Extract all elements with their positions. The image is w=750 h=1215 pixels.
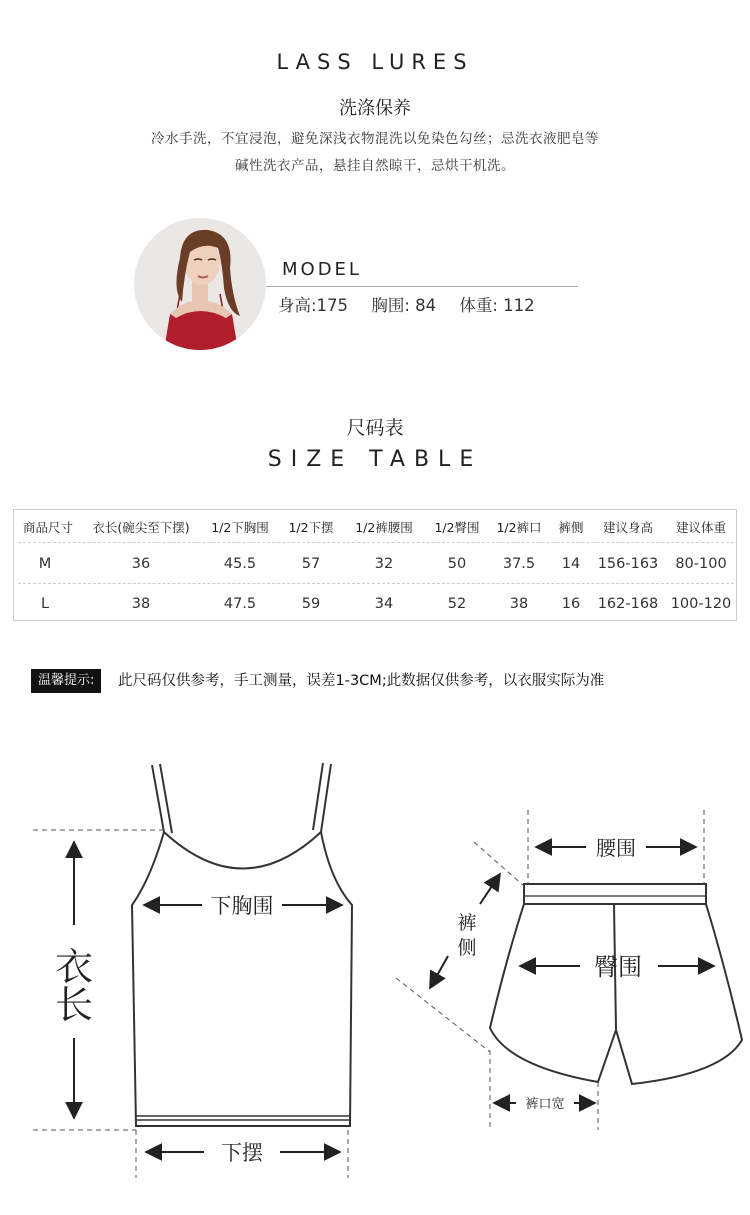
table-cell: 14 <box>561 556 581 572</box>
label-hem: 下摆 <box>221 1141 263 1165</box>
table-header-cell: 衣长(碗尖至下摆) <box>92 520 190 535</box>
table-cell: 50 <box>447 556 467 572</box>
table-cell: 45.5 <box>223 556 257 572</box>
table-row <box>14 586 738 622</box>
table-header-row <box>14 510 738 546</box>
label-length-1: 衣 <box>54 945 94 989</box>
size-table-title-cn: 尺码表 <box>346 417 404 439</box>
label-hip: 臀围 <box>594 953 642 981</box>
care-line-1: 冷水手洗，不宜浸泡，避免深浅衣物混洗以免染色勾丝；忌洗衣液肥皂等 <box>151 131 599 147</box>
table-cell: 57 <box>301 556 321 572</box>
model-stats <box>278 292 553 316</box>
table-cell: M <box>38 556 52 572</box>
table-cell: 100-120 <box>670 596 732 612</box>
table-cell: 38 <box>509 596 529 612</box>
table-divider <box>18 583 734 584</box>
table-cell: 16 <box>561 596 581 612</box>
table-cell: 47.5 <box>223 596 257 612</box>
table-cell: 37.5 <box>502 556 536 572</box>
table-cell: 34 <box>374 596 394 612</box>
table-row <box>14 546 738 582</box>
label-underbust: 下胸围 <box>210 894 274 918</box>
model-height: 身高:175 <box>278 296 349 315</box>
table-cell: 80-100 <box>675 556 727 572</box>
care-title: 洗涤保养 <box>339 98 411 119</box>
table-cell: 38 <box>131 596 151 612</box>
table-header-cell: 1/2臀围 <box>434 520 480 535</box>
table-cell: 156-163 <box>597 556 659 572</box>
table-divider <box>18 542 734 543</box>
table-cell: 162-168 <box>597 596 659 612</box>
model-label: MODEL <box>282 259 362 280</box>
model-bust: 胸围: 84 <box>371 296 437 315</box>
table-cell: L <box>40 596 50 612</box>
tip-text: 此尺码仅供参考，手工测量，误差1-3CM;此数据仅供参考，以衣服实际为准 <box>118 673 605 689</box>
camisole-outline <box>132 763 352 1126</box>
measurement-diagram <box>0 740 750 1210</box>
table-header-cell: 裤侧 <box>558 520 584 535</box>
shorts-outline <box>490 884 742 1084</box>
size-table <box>13 509 737 621</box>
label-leg-opening: 裤口宽 <box>525 1097 565 1112</box>
table-header-cell: 商品尺寸 <box>22 520 73 535</box>
model-weight: 体重: 112 <box>459 296 535 315</box>
table-header-cell: 1/2下摆 <box>288 520 334 535</box>
label-side-1: 裤 <box>457 912 477 934</box>
table-cell: 52 <box>447 596 467 612</box>
table-cell: 59 <box>301 596 321 612</box>
table-header-cell: 建议体重 <box>675 520 726 535</box>
shorts-guides <box>396 810 704 1130</box>
label-length-2: 长 <box>54 983 94 1027</box>
table-header-cell: 1/2裤腰围 <box>355 520 413 535</box>
size-table-title-en: SIZE TABLE <box>267 447 483 472</box>
table-cell: 32 <box>374 556 394 572</box>
care-line-2: 碱性洗衣产品，悬挂自然晾干，忌烘干机洗。 <box>235 158 515 174</box>
table-cell: 36 <box>131 556 151 572</box>
tip-badge: 温馨提示: <box>31 669 101 693</box>
model-avatar <box>134 218 266 350</box>
label-waist: 腰围 <box>596 836 636 860</box>
table-header-cell: 1/2裤口 <box>496 520 542 535</box>
camisole-arrows <box>74 842 342 1152</box>
brand-title: LASS LURES <box>276 50 474 74</box>
label-side-2: 侧 <box>457 937 477 959</box>
table-header-cell: 建议身高 <box>602 520 653 535</box>
table-header-cell: 1/2下胸围 <box>211 520 269 535</box>
model-divider <box>266 286 578 287</box>
shorts-arrows <box>430 847 714 1103</box>
